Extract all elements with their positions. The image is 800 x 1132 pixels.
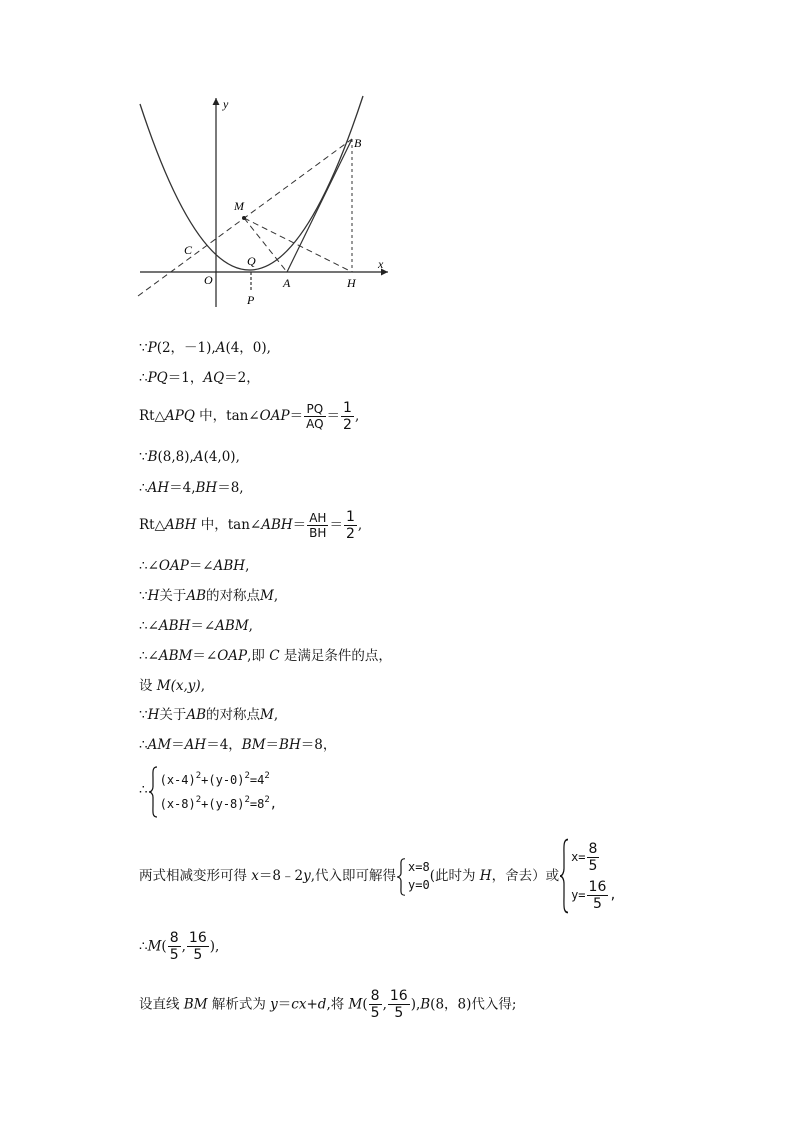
- fraction-pq-aq: $\frac{PQ}{AQ}$: [306, 402, 324, 431]
- line-am-bm: ∴AM＝AH＝4，BM＝BH＝8，: [139, 737, 337, 753]
- solution-system-1: x=8 y=0: [396, 858, 430, 894]
- label-x: x: [378, 257, 384, 271]
- label-a: A: [283, 276, 291, 290]
- line-angle-abh-eq-abm: ∴∠ABH＝∠ABM,: [139, 618, 253, 634]
- label-o: O: [204, 273, 213, 287]
- line-angle-oap-eq-abh: ∴∠OAP＝∠ABH,: [139, 558, 250, 574]
- line-pq-aq: ∴PQ＝1，AQ＝2，: [139, 370, 260, 386]
- label-m: M: [234, 199, 244, 213]
- line-set-m: 设 M(x,y),: [139, 678, 205, 694]
- fraction-ah-bh: $\frac{AH}{BH}$: [309, 511, 327, 540]
- point-m: [242, 216, 246, 220]
- line-m-coords: ∴M( $\frac{8}{5}$ , $\frac{16}{5}$ ),: [139, 930, 220, 963]
- line-h-symmetric-m: ∵H关于AB的对称点M,: [139, 588, 279, 604]
- label-q: Q: [247, 254, 256, 268]
- fraction-one-half: $\frac{1}{2}$: [345, 509, 355, 542]
- line-ah-bh: ∴AH＝4,BH＝8,: [139, 480, 244, 496]
- line-tan-oap: Rt△APQ 中，tan∠OAP＝ $\frac{PQ}{AQ}$ ＝ $\frac{1}{2}$ ,: [139, 400, 360, 433]
- brace-icon: [396, 858, 406, 896]
- segment-ab: [287, 139, 352, 272]
- label-p: P: [247, 293, 255, 307]
- solution-system-2: x= $\frac{8}{5}$ y= $\frac{16}{5}$ ,: [559, 838, 617, 914]
- line-b-a-coords: ∵B(8,8),A(4,0),: [139, 449, 240, 465]
- parabola-curve: [140, 96, 363, 270]
- parabola-figure: [130, 92, 400, 312]
- segment-mh-dashed: [244, 218, 352, 272]
- line-tan-abh: Rt△ABH 中，tan∠ABH＝ $\frac{AH}{BH}$ ＝ $\frac{1}{2}$ ,: [139, 509, 363, 542]
- equation-system-1: $(x-4)^2+(y-0)^2=4^2$ $(x-8)^2+(y-8)^2=8^2$,: [148, 766, 277, 814]
- line-equation-system: ∴ $(x-4)^2+(y-0)^2=4^2$ $(x-8)^2+(y-8)^2=8^2$,: [139, 766, 277, 814]
- fraction-one-half: $\frac{1}{2}$: [343, 400, 352, 433]
- line-h-symmetric-m-2: ∵H关于AB的对称点M,: [139, 707, 279, 723]
- brace-icon: [559, 838, 569, 914]
- label-h: H: [347, 276, 356, 290]
- label-b: B: [354, 136, 362, 150]
- label-c: C: [184, 243, 193, 257]
- brace-icon: [148, 766, 158, 818]
- line-c-satisfies: ∴∠ABM＝∠OAP,即 C 是满足条件的点，: [139, 648, 392, 664]
- label-y: y: [223, 97, 229, 111]
- line-bm-expression: 设直线 BM 解析式为 y＝cx+d,将 M( $\frac{8}{5}$ , $\frac{16}{5}$ ),B(8，8)代入得;: [139, 988, 517, 1021]
- line-solve-system: 两式相减变形可得 x＝8﹣2y,代入即可解得 x=8 y=0 (此时为 H，舍去）或 x= $\frac{8}{5}$ y= $\frac{16}{5}$ ,: [139, 838, 617, 914]
- line-p-a-coords: ∵P(2，－1),A(4，0),: [139, 340, 271, 356]
